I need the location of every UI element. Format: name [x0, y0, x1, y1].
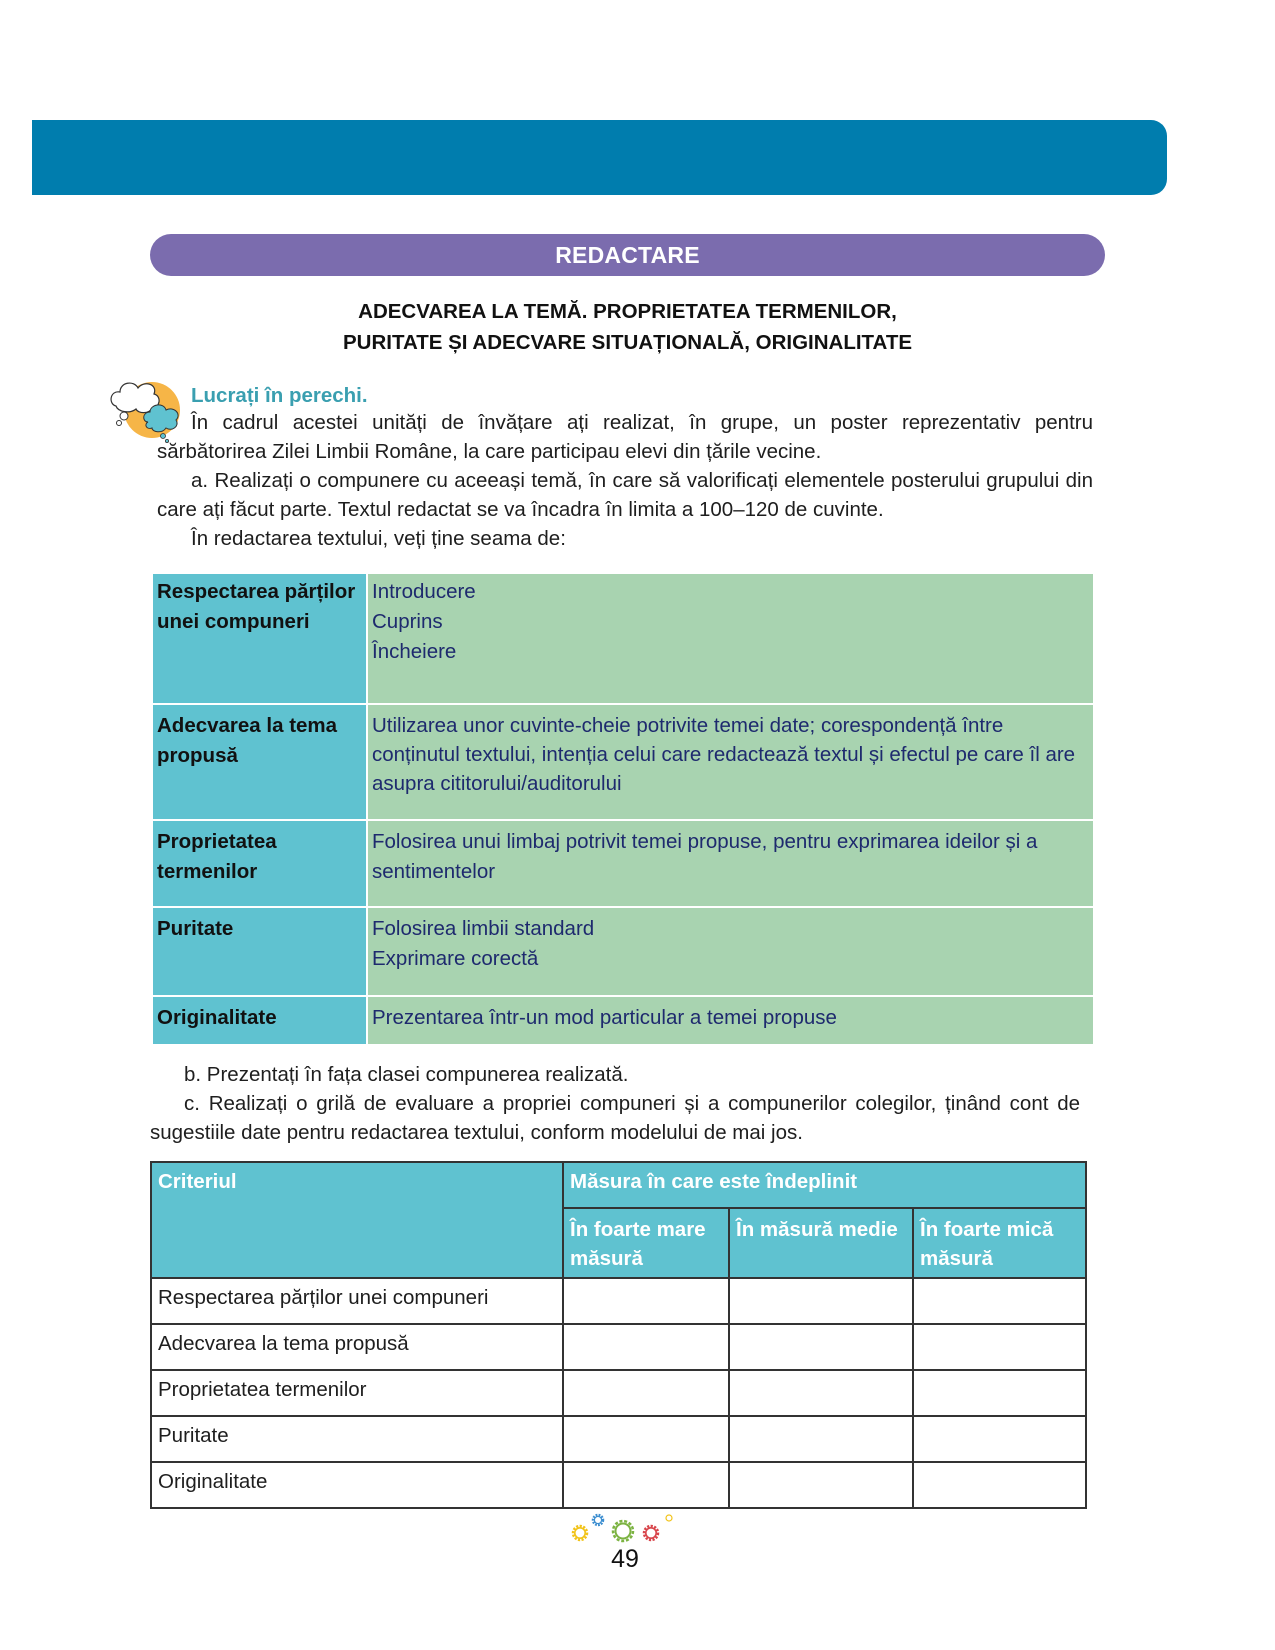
description-line: Utilizarea unor cuvinte-cheie potrivite temei date; corespondență între conținutul textului, intenția celui care redactează textul și efectul pe care îl are asupra cititorului/auditorului — [372, 714, 1076, 795]
exercise-intro-text: În cadrul acestei unități de învățare ați realizat, în grupe, un poster reprezentativ pentru sărbătorirea Zilei Limbii Române, la care participau elevi din țările vecine. — [157, 411, 1093, 463]
grid-cell-high[interactable] — [563, 1324, 729, 1370]
lesson-title-line-1: ADECVAREA LA TEMĂ. PROPRIETATEA TERMENILOR, — [358, 300, 897, 323]
page-number: 49 — [611, 1545, 639, 1573]
gears-icon — [568, 1508, 678, 1548]
criterion-description — [367, 907, 1093, 996]
subcolumn-header: În foarte mare măsură — [563, 1208, 729, 1278]
subcolumn-header: În măsură medie — [729, 1208, 913, 1278]
grid-header-row — [151, 1162, 1086, 1208]
criterion-description — [367, 820, 1093, 907]
grid-criterion: Adecvarea la tema propusă — [151, 1324, 563, 1370]
measure-column-header: Măsura în care este îndeplinit — [563, 1162, 1086, 1208]
grid-cell-low[interactable] — [913, 1416, 1086, 1462]
criterion-name: Respectarea părților unei compuneri — [153, 574, 367, 704]
grid-cell-medium[interactable] — [729, 1416, 913, 1462]
grid-cell-medium[interactable] — [729, 1278, 913, 1324]
grid-cell-high[interactable] — [563, 1462, 729, 1508]
description-line: Încheiere — [372, 640, 457, 663]
description-line: Cuprins — [372, 610, 443, 633]
grid-cell-medium[interactable] — [729, 1370, 913, 1416]
grid-row — [151, 1324, 1086, 1370]
criteria-table — [153, 574, 1093, 1044]
section-label-pill — [150, 234, 1105, 276]
subcolumn-header: În foarte mică măsură — [913, 1208, 1086, 1278]
grid-cell-high[interactable] — [563, 1370, 729, 1416]
description-line: Folosirea limbii standard — [372, 917, 595, 940]
grid-criterion: Respectarea părților unei compuneri — [151, 1278, 563, 1324]
task-a: a. Realizați o compunere cu aceeași temă, în care să valorificați elementele posterului grupului din care ați făcut parte. Textul redactat se va încadra în limita a 100–120 de cuvinte. — [157, 469, 1093, 521]
criterion-name: Puritate — [153, 907, 367, 996]
criterion-name: Adecvarea la tema propusă — [153, 704, 367, 820]
section-label: REDACTARE — [555, 241, 700, 268]
criterion-description — [367, 704, 1093, 820]
top-banner — [32, 120, 1167, 195]
grid-cell-low[interactable] — [913, 1278, 1086, 1324]
evaluation-grid — [150, 1161, 1087, 1509]
task-c: c. Realizați o grilă de evaluare a propriei compuneri și a compunerilor colegilor, ținând cont de sugestiile date pentru redactarea textului, conform modelului de mai jos. — [150, 1092, 1080, 1144]
grid-cell-low[interactable] — [913, 1324, 1086, 1370]
table-row — [153, 820, 1093, 907]
table-row — [153, 704, 1093, 820]
grid-cell-high[interactable] — [563, 1278, 729, 1324]
grid-cell-medium[interactable] — [729, 1324, 913, 1370]
grid-row — [151, 1462, 1086, 1508]
grid-cell-high[interactable] — [563, 1416, 729, 1462]
lesson-title — [150, 296, 1105, 358]
table-row — [153, 996, 1093, 1044]
grid-criterion: Puritate — [151, 1416, 563, 1462]
description-line: Folosirea unui limbaj potrivit temei propuse, pentru exprimarea ideilor și a sentimentelor — [372, 830, 1038, 883]
criterion-description — [367, 996, 1093, 1044]
table-row — [153, 574, 1093, 704]
grid-row — [151, 1416, 1086, 1462]
description-line: Introducere — [372, 580, 476, 603]
consider-text: În redactarea textului, veți ține seama de: — [191, 527, 566, 550]
description-line: Prezentarea într-un mod particular a temei propuse — [372, 1006, 837, 1029]
grid-row — [151, 1370, 1086, 1416]
description-line: Exprimare corectă — [372, 947, 539, 970]
exercise-intro — [157, 408, 1093, 466]
criterion-column-header: Criteriul — [151, 1162, 563, 1278]
grid-row — [151, 1278, 1086, 1324]
grid-cell-medium[interactable] — [729, 1462, 913, 1508]
table-row — [153, 907, 1093, 996]
criterion-name: Proprietatea termenilor — [153, 820, 367, 907]
grid-cell-low[interactable] — [913, 1462, 1086, 1508]
lesson-title-line-2: PURITATE ȘI ADECVARE SITUAȚIONALĂ, ORIGINALITATE — [342, 331, 913, 354]
grid-cell-low[interactable] — [913, 1370, 1086, 1416]
criterion-name: Originalitate — [153, 996, 367, 1044]
exercise-heading: Lucrați în perechi. — [191, 384, 368, 407]
criterion-description — [367, 574, 1093, 704]
grid-criterion: Originalitate — [151, 1462, 563, 1508]
grid-criterion: Proprietatea termenilor — [151, 1370, 563, 1416]
task-b: b. Prezentați în fața clasei compunerea realizată. — [184, 1063, 629, 1086]
